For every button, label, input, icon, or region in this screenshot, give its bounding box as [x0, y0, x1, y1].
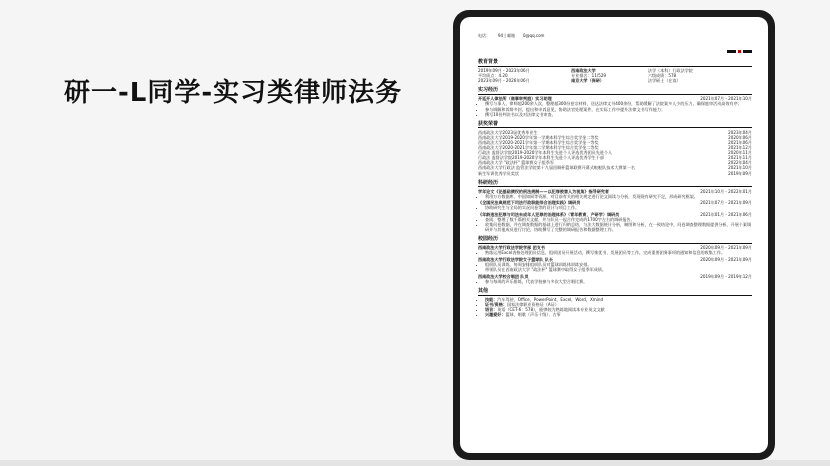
redacted-block — [743, 50, 752, 53]
edu-school: 南京大学（保研） — [571, 78, 604, 84]
edu-major: 法学（本科）行政法学院 — [647, 68, 693, 74]
bullet-item: • 熟练运用Excel表格处理团员信息，组织团员开展活动，撰写推优书、发展团员等工作，完成重要团务事项的通知和信息的收集工作。 — [485, 250, 752, 255]
section-title: 其他 — [478, 288, 752, 296]
bullet-item: • 参与每周的声乐排练，代表学校参与多次大型合唱比赛。 — [485, 279, 752, 284]
bullet-item: • 组织队员训练，每周安排组织队员对篮球训练体训练安排。 — [485, 262, 752, 267]
other-label: 语言： — [485, 307, 498, 313]
campus-bullets — [478, 250, 752, 255]
award-date: 2020年11月 — [728, 150, 752, 156]
education-section — [478, 59, 752, 83]
internship-org: 开廷开人律法所（商事审判庭）实习助理 — [478, 96, 552, 102]
section-title: 校园经历 — [478, 236, 752, 244]
award-date: 2021年11月 — [728, 155, 752, 161]
research-name: 《年龄违法犯罪与司法未成年人犯罪的治理体系》（青年教育，产研学）调研员 — [478, 211, 620, 217]
other-value: 国家法律职业资格证（A证） — [506, 302, 559, 308]
other-section — [478, 288, 752, 317]
edu-school: 西南政法大学 — [571, 68, 596, 74]
email-value: 0@qq.com — [522, 33, 545, 38]
campus-date: 2020年09月 - 2021年09月 — [700, 257, 752, 263]
award-date: 2021年10月 — [728, 165, 752, 171]
bullet-item: • 参与调解和诉辩多封，提出和申诉意见，协助法官处理案件，在实际工作中提升法律文书写作能力； — [485, 107, 752, 112]
award-name: 西南政法大学行政法 监管法学院第十九届回顾杯篮球联赛开幕式啦啦队技术大赛第一名 — [478, 165, 635, 171]
internship-bullets — [478, 101, 752, 116]
other-value: 篮球、唱歌（声乐十级）、古筝 — [505, 312, 561, 318]
redacted-mark — [738, 50, 741, 53]
other-value: 英语（CET-6：578），能够较为熟练地阅读本专业英文文献 — [497, 307, 605, 313]
campus-role: 西南政法大学校合唱团 队员 — [478, 273, 529, 279]
campus-role: 西南政法大学行政法学院女子篮球队 队长 — [478, 257, 554, 263]
campus-bullets — [478, 262, 752, 272]
edu-date: 2019年09月 - 2023年06月 — [478, 68, 530, 74]
research-bullets — [478, 205, 752, 210]
edu-date: 2023年09月 - 2026年06月 — [478, 78, 530, 84]
education-row — [478, 78, 752, 83]
award-name: 西南政法大学2020-2021学年第一学期本科学生综合奖学金一等奖 — [478, 139, 599, 145]
bottom-strip — [0, 460, 830, 466]
section-title: 实习经历 — [478, 87, 752, 95]
other-label: 技能： — [485, 297, 498, 302]
bullet-item: • 收集问卷数据，并在调查数据的基础上进行归纳总结，与法大数据统计分析，制图和分析，在一致结论中，问卷调查整理数据提供分析，开展个案调研并与其他成员进行讨论，协助撰写了完整的调研报告和数据整理工作。 — [485, 222, 752, 232]
award-name: 行政法 监督法学院2019-2020学年本科生先进个人评选优秀学生干部 — [478, 155, 604, 161]
campus-role: 西南政法大学行政法学院学部 团支书 — [478, 245, 545, 251]
research-name: 学年论文《论基础债权的刑法规制——以犯罪被害人为视角》指导研究者 — [478, 188, 609, 194]
campus-bullets — [478, 279, 752, 284]
award-date: 2019年09月 — [728, 170, 752, 176]
award-name: 行政法 监督法学院2019-2020学年本科生先进个人评选优秀团员先进个人 — [478, 150, 613, 156]
award-date: 2023年04月 — [728, 129, 752, 135]
research-date: 2021年10月 - 2022年01月 — [700, 188, 752, 194]
campus-date: 2020年09月 - 2021年09月 — [700, 245, 752, 251]
redacted-block — [727, 50, 736, 53]
award-name: 新生军训优秀学员奖状 — [478, 170, 519, 176]
bullet-item: • 撰写与事人、律师超200余人次，整理超300份卷宗材料，送达法律文书400余份，帮助缓解了法院案多人少的压力，确保庭审活动高效有序； — [485, 101, 752, 106]
research-date: 2021年07月 - 2021年09月 — [700, 200, 752, 206]
research-bullets — [478, 194, 752, 199]
award-name: 西南政法大学2019-2020学年第一学期本科学生综合奖学金二等奖 — [478, 134, 599, 140]
other-item — [485, 312, 752, 317]
edu-major: 法学硕士（在读） — [647, 78, 681, 84]
research-bullets — [478, 217, 752, 232]
awards-section — [478, 121, 752, 176]
section-title: 教育背景 — [478, 59, 752, 67]
edu-cet: 六级成绩：578 — [647, 73, 677, 79]
contact-line — [478, 33, 752, 38]
phone-label: 电话： — [478, 33, 490, 38]
award-name: 西南政法大学2023届优秀毕业生 — [478, 129, 538, 135]
other-bullets — [478, 297, 752, 317]
research-date: 2021年01月 - 2021年06月 — [700, 211, 752, 217]
section-title: 科研经历 — [478, 180, 752, 188]
award-date: 2021年12月 — [728, 145, 752, 151]
award-name: 西南政法大学2020-2021学年第二学期本科学生综合奖学金二等奖 — [478, 145, 599, 151]
other-label: 证书/资格： — [485, 302, 507, 308]
campus-section — [478, 236, 752, 284]
research-section — [478, 180, 752, 233]
internship-date: 2021年07月 - 2021年10月 — [700, 96, 752, 102]
edu-rank: 专业排名：11/529 — [571, 73, 607, 79]
research-name: 《全国民法典规范下司法行政职能综合治理实践》调研员 — [478, 200, 581, 206]
redacted-name — [478, 47, 752, 55]
bullet-item: • 利用万方数据库、中国知网等资源，对目前有关的相关规定进行论文阅读与分析，发现现有研究不足，形成研究框架。 — [485, 194, 752, 199]
internship-section — [478, 87, 752, 116]
page-headline: 研一-L同学-实习类律师法务 — [64, 78, 403, 108]
tablet-screen — [460, 17, 768, 453]
phone-value: 94 | 邮箱 — [498, 33, 515, 38]
bullet-item: • 查阅、整理了数千篇相关文献，并与队员一起合作完成约1700字左右的调研报告。 — [485, 217, 752, 222]
section-title: 获奖荣誉 — [478, 121, 752, 129]
campus-date: 2019年09月 - 2019年12月 — [700, 273, 752, 279]
edu-gpa: 平均绩点：4.20 — [478, 73, 508, 79]
bullet-item: • 协助研究生与全局的实况问卷等的设计与项目工作。 — [485, 205, 752, 210]
award-date: 2021年06月 — [728, 139, 752, 145]
other-value: 汽车驾驶，Office，PowerPoint，Excel，Word，Xmind — [497, 297, 604, 302]
resume-document — [478, 33, 752, 317]
award-row — [478, 171, 752, 176]
bullet-item: • 撰写10份判决书以及对法律文书审查。 — [485, 112, 752, 117]
bullet-item: • 带领队员在西南政法大学 "政法杯" 篮球赛中取得女子组季军成绩。 — [485, 267, 752, 272]
award-date: 2022年04月 — [728, 160, 752, 166]
award-name: 西南政法大学 "政法杯" 篮球赛女子组季军 — [478, 160, 554, 166]
other-label: 兴趣爱好： — [485, 312, 506, 318]
tablet-frame — [453, 10, 775, 460]
award-date: 2020年06月 — [728, 134, 752, 140]
